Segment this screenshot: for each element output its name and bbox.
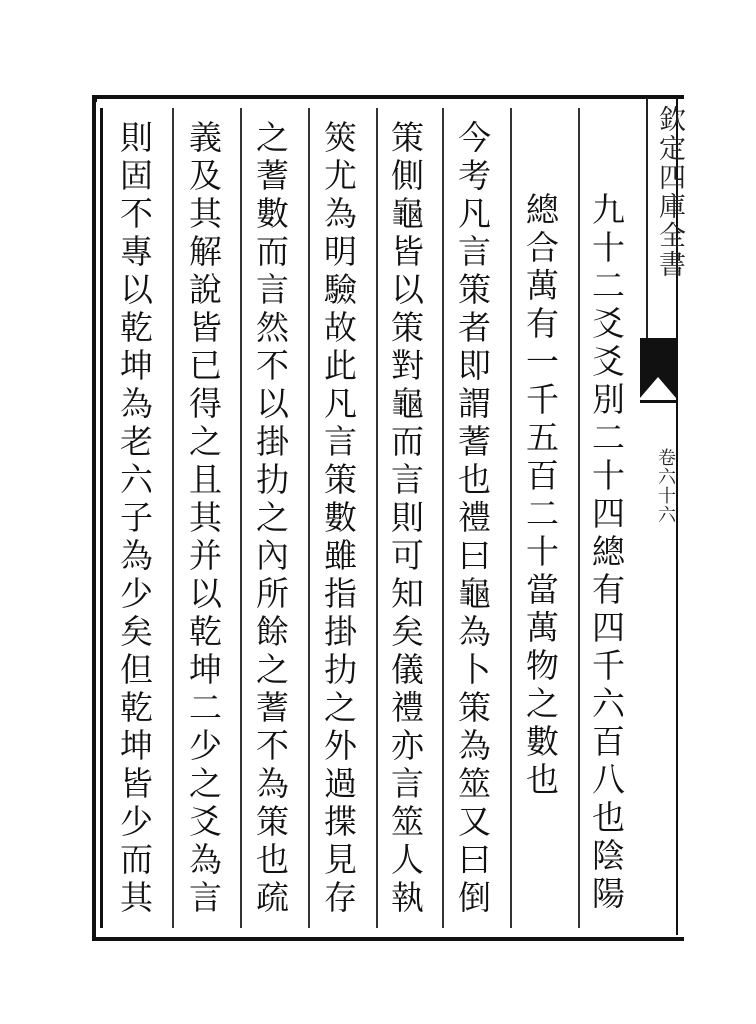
column-rule — [376, 108, 378, 928]
text-column-4: 策側龜皆以策對龜而言則可知矣儀禮亦言筮人執 — [386, 120, 425, 918]
column-rule — [308, 108, 310, 928]
text-column-2: 總合萬有一千五百二十當萬物之數也 — [521, 192, 560, 800]
column-rule — [510, 108, 512, 928]
margin-volume-number: 卷六十六 — [655, 448, 676, 524]
text-column-7: 義及其解說皆已得之且其并以乾坤二少之爻為言 — [184, 120, 223, 918]
column-rule — [172, 108, 174, 928]
column-rule — [240, 108, 242, 928]
text-column-5: 筴尤為明驗故此凡言策數雖指掛扐之外過揲見存 — [319, 120, 358, 918]
text-column-1: 九十二爻爻別二十四總有四千六百八也陰陽 — [587, 192, 626, 914]
frame-corner-mark — [93, 98, 97, 102]
text-column-3: 今考凡言策者即謂蓍也禮曰龜為卜策為筮又曰倒 — [453, 120, 492, 918]
fishtail-rule — [640, 400, 676, 403]
text-column-6: 之蓍數而言然不以掛扐之內所餘之蓍不為策也疏 — [251, 120, 290, 918]
column-rule — [578, 108, 580, 928]
margin-book-title: 欽定四庫全書 — [654, 105, 685, 279]
inner-border-rule — [100, 108, 103, 928]
text-column-8: 則固不專以乾坤為老六子為少矣但乾坤皆少而其 — [115, 120, 154, 918]
column-rule — [442, 108, 444, 928]
